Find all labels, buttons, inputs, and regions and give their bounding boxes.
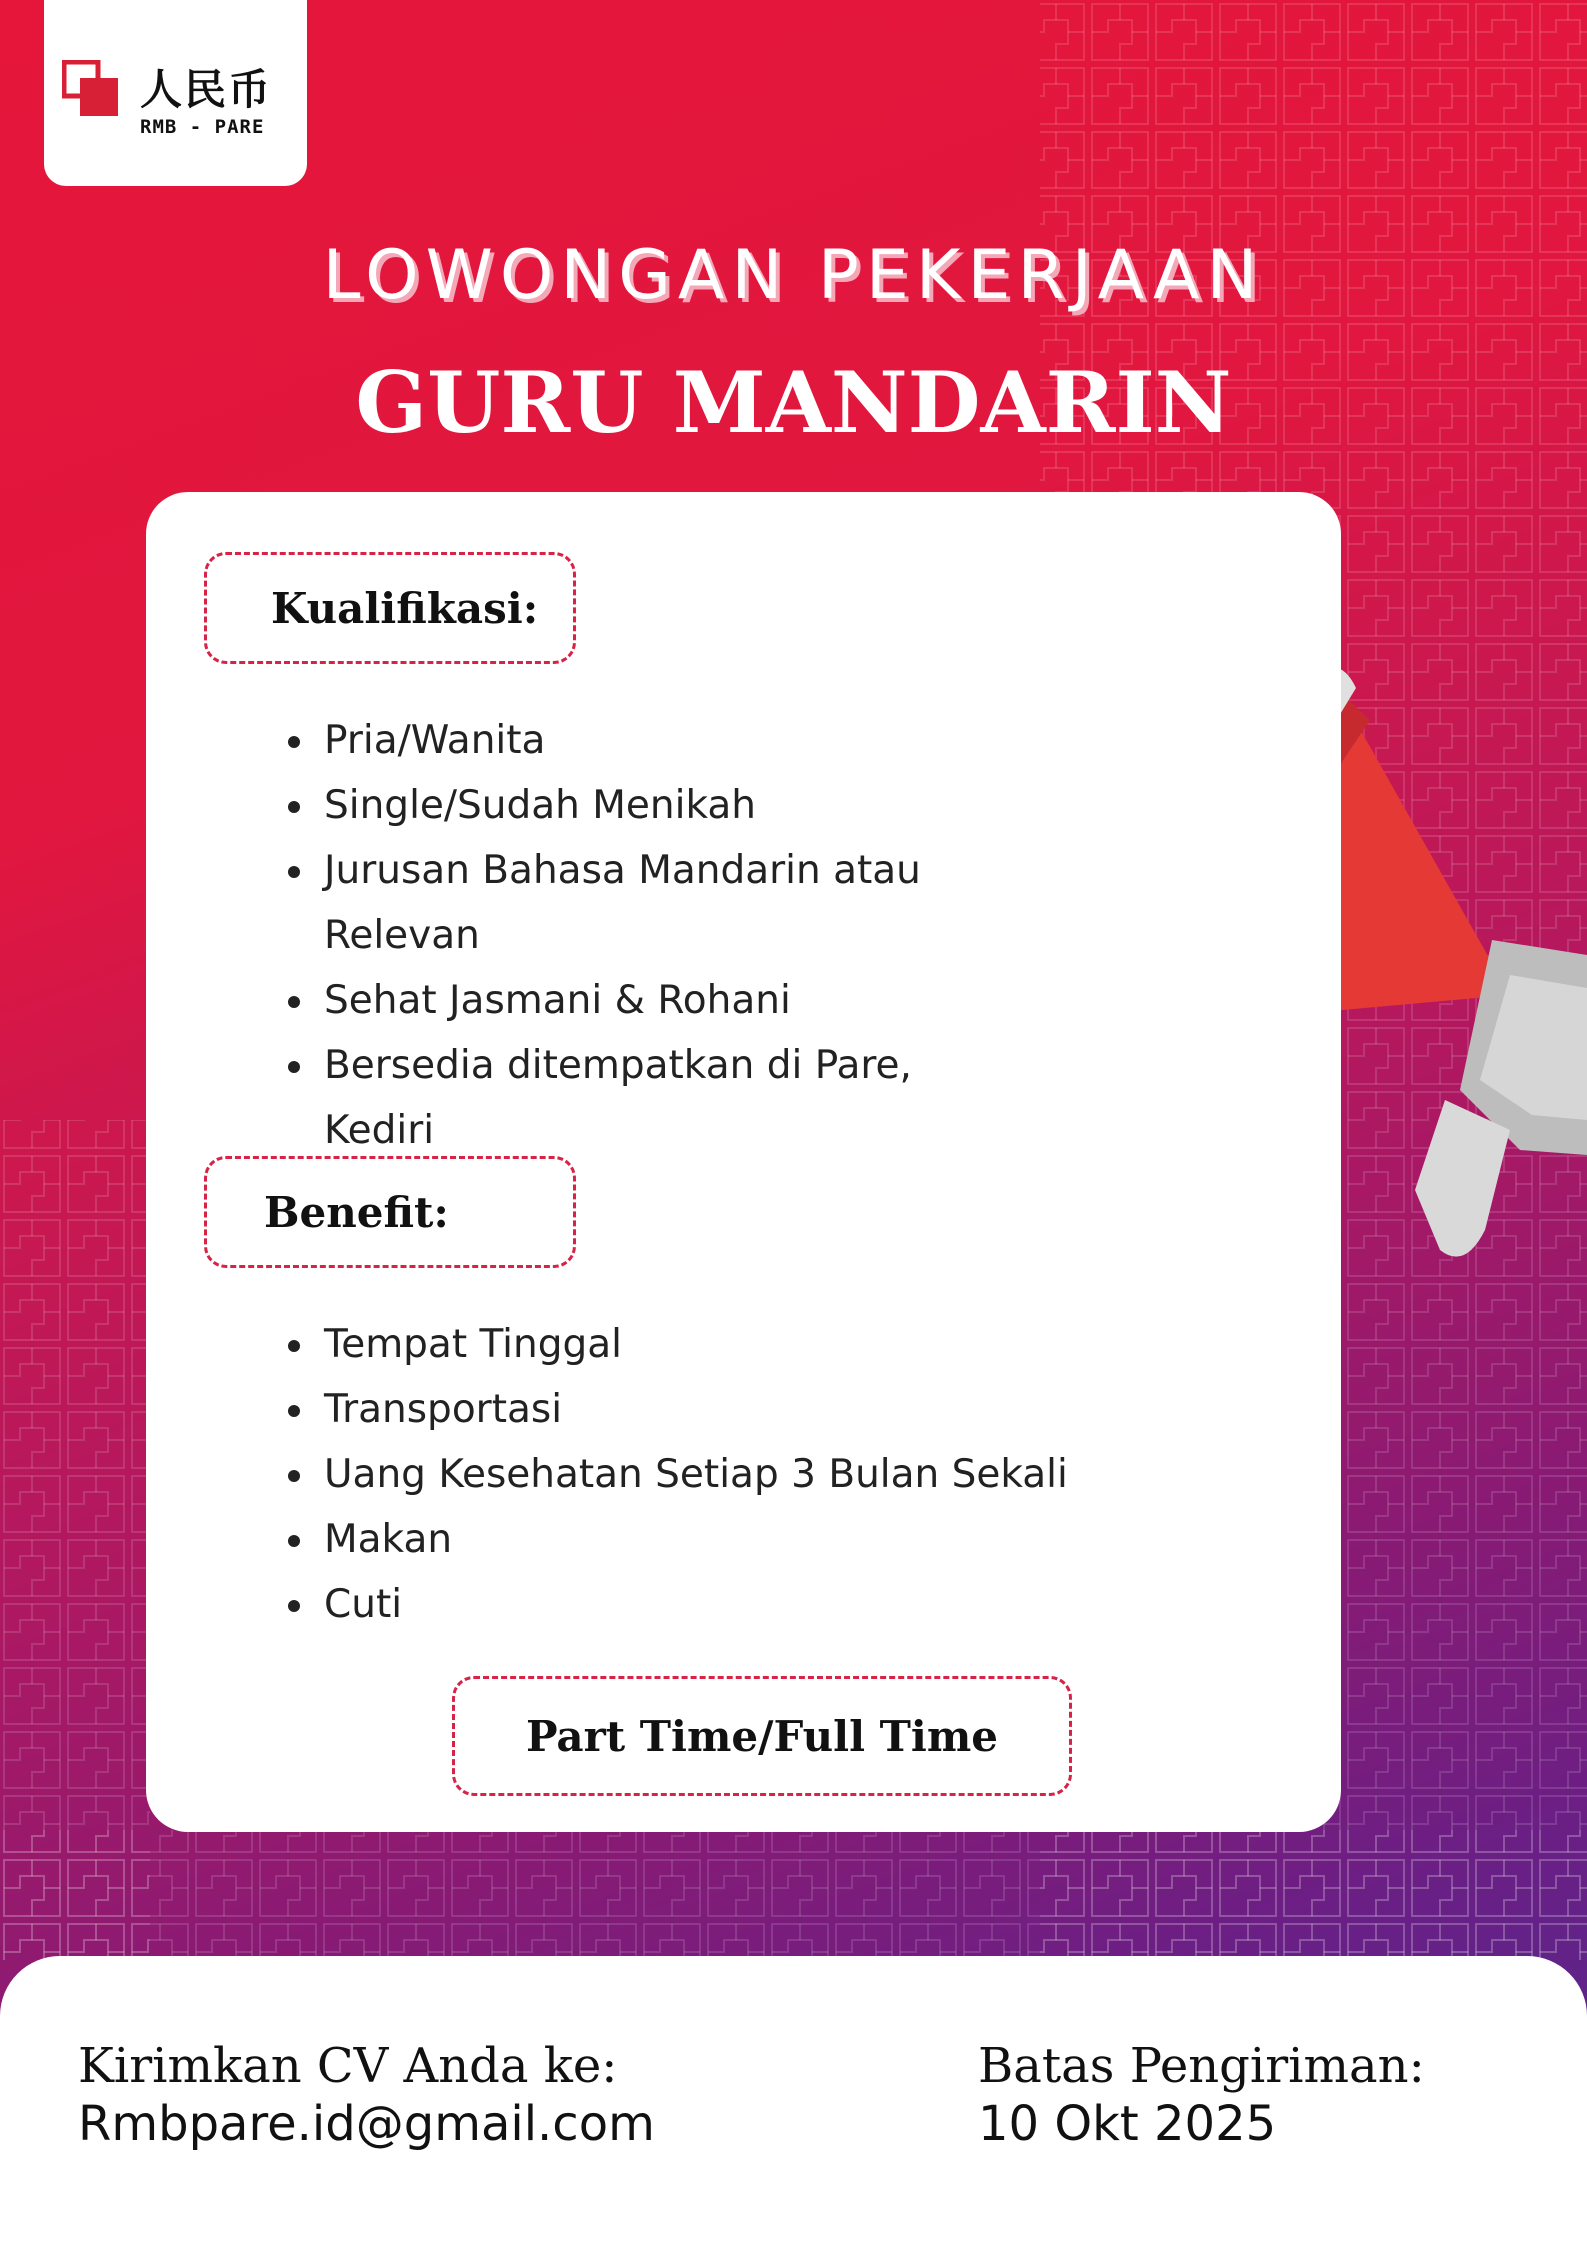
list-item: Cuti <box>286 1572 1086 1637</box>
list-item: Sehat Jasmani & Rohani <box>286 968 986 1033</box>
logo-box <box>44 0 307 186</box>
list-item: Uang Kesehatan Setiap 3 Bulan Sekali <box>286 1442 1086 1507</box>
send-cv-label: Kirimkan CV Anda ke: <box>78 2038 618 2094</box>
list-item: Pria/Wanita <box>286 708 986 773</box>
benefits-list <box>286 1312 1086 1637</box>
job-card <box>146 492 1341 1832</box>
list-item: Makan <box>286 1507 1086 1572</box>
list-item: Single/Sudah Menikah <box>286 773 986 838</box>
qualifications-list <box>286 708 986 1163</box>
contact-email: Rmbpare.id@gmail.com <box>78 2096 655 2152</box>
list-item: Bersedia ditempatkan di Pare, Kediri <box>286 1033 986 1163</box>
benefits-title: Benefit: <box>204 1156 576 1268</box>
logo-squares-icon <box>62 60 120 118</box>
list-item: Transportasi <box>286 1377 1086 1442</box>
list-item: Tempat Tinggal <box>286 1312 1086 1377</box>
list-item: Jurusan Bahasa Mandarin atau Relevan <box>286 838 986 968</box>
qualifications-title: Kualifikasi: <box>204 552 576 664</box>
headline-job-vacancy: LOWONGAN PEKERJAAN <box>322 236 1265 315</box>
deadline-label: Batas Pengiriman: <box>978 2038 1425 2094</box>
footer <box>0 1956 1587 2245</box>
logo-subtitle: RMB - PARE <box>140 116 265 138</box>
headline-position: GURU MANDARIN <box>355 353 1232 452</box>
job-type-badge: Part Time/Full Time <box>452 1676 1072 1796</box>
logo-chinese-text: 人民币 <box>140 65 273 114</box>
deadline-date: 10 Okt 2025 <box>978 2096 1277 2152</box>
